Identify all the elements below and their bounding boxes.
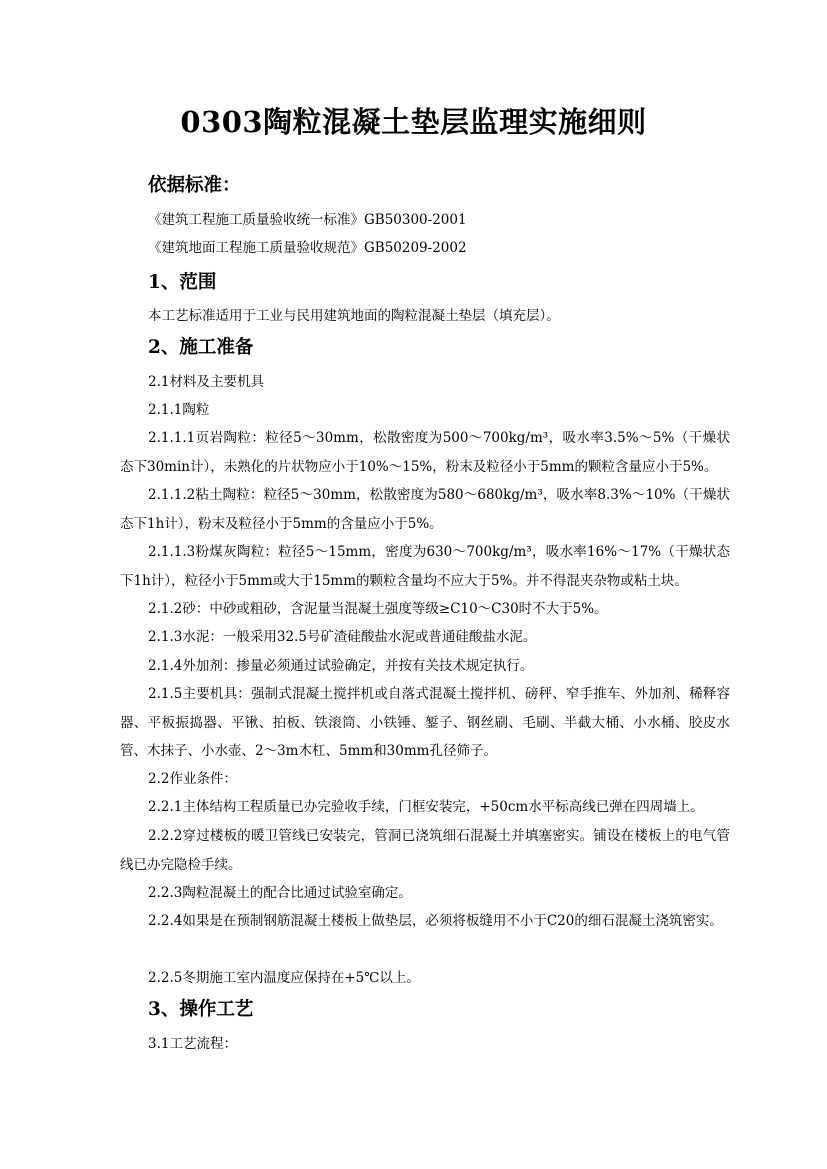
standard-item: 《建筑地面工程施工质量验收规范》GB50209-2002	[148, 240, 467, 256]
section-heading-preparation: 2、施工准备	[148, 337, 254, 358]
section-heading-procedure: 3、操作工艺	[148, 999, 254, 1020]
paragraph: 2.2作业条件：	[148, 771, 237, 787]
paragraph: 2.1.1.1页岩陶粒：粒径5～30mm，松散密度为500～700kg/m³，吸水率3.5%～5%（干燥状态下30min计），未熟化的片状物应小于10%～15%，粉末及粒径小于5mm的颗粒含量应小于5%。	[120, 430, 730, 475]
paragraph: 2.1.1.3粉煤灰陶粒：粒径5～15mm，密度为630～700kg/m³，吸水率16%～17%（干燥状态下1h计），粒径小于5mm或大于15mm的颗粒含量均不应大于5%。并不得混夹杂物或粘土块。	[120, 544, 730, 589]
paragraph: 2.2.5冬期施工室内温度应保持在+5℃以上。	[148, 970, 420, 986]
standard-item: 《建筑工程施工质量验收统一标准》GB50300-2001	[148, 212, 467, 228]
paragraph: 2.1.1陶粒	[148, 402, 210, 418]
paragraph: 本工艺标准适用于工业与民用建筑地面的陶粒混凝土垫层（填充层）。	[148, 308, 560, 324]
section-heading-scope: 1、范围	[148, 272, 217, 293]
paragraph: 2.2.4如果是在预制钢筋混凝土楼板上做垫层，必须将板缝用不小于C20的细石混凝土浇筑密实。	[148, 913, 723, 929]
document-title: 0303陶粒混凝土垫层监理实施细则	[180, 105, 647, 139]
paragraph: 2.1.3水泥：一般采用32.5号矿渣硅酸盐水泥或普通硅酸盐水泥。	[148, 629, 537, 645]
paragraph: 2.1.2砂：中砂或粗砂，含泥量当混凝土强度等级≥C10～C30时不大于5%。	[148, 601, 608, 617]
paragraph: 2.1.5主要机具：强制式混凝土搅拌机或自落式混凝土搅拌机、磅秤、窄手推车、外加剂、稀释容器、平板振捣器、平锹、拍板、铁滚筒、小铁锤、錾子、钢丝刷、毛刷、半截大桶、小水桶、胶皮水管、木抹子、小水壶、2～3m木杠、5mm和30mm孔径筛子。	[120, 686, 730, 759]
paragraph: 2.1.1.2粘土陶粒：粒径5～30mm，松散密度为580～680kg/m³，吸水率8.3%～10%（干燥状态下1h计），粉末及粒径小于5mm的含量应小于5%。	[120, 487, 730, 532]
paragraph: 2.2.3陶粒混凝土的配合比通过试验室确定。	[148, 885, 412, 901]
paragraph: 2.2.2穿过楼板的暖卫管线已安装完，管洞已浇筑细石混凝土并填塞密实。铺设在楼板上的电气管线已办完隐检手续。	[120, 828, 730, 873]
paragraph: 3.1工艺流程：	[148, 1036, 237, 1052]
paragraph: 2.2.1主体结构工程质量已办完验收手续，门框安装完，+50cm水平标高线已弹在四周墙上。	[148, 799, 704, 815]
paragraph: 2.1.4外加剂：掺量必须通过试验确定，并按有关技术规定执行。	[148, 658, 534, 674]
basis-heading: 依据标准：	[148, 175, 241, 196]
paragraph: 2.1材料及主要机具	[148, 374, 264, 390]
